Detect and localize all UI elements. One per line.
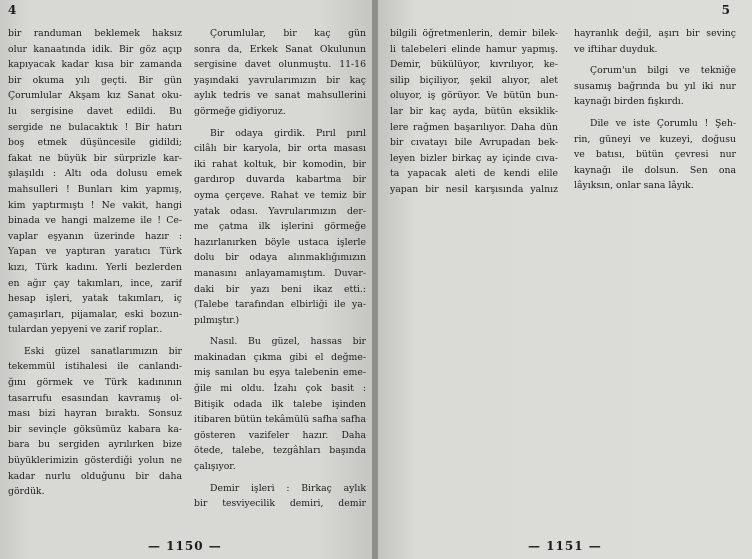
text-line: lere rağmen başarılıyor. Daha dün: [390, 121, 558, 133]
text-line: ötede, talebe, tezgâhları başında: [194, 445, 366, 457]
text-line: makinadan çıkma gibi el değme-: [194, 351, 366, 363]
right-page-number: 5: [721, 3, 730, 17]
text-line: miş sanılan bu eşya talebenin eme-: [194, 367, 366, 379]
text-line: itibaren bütün tekâmülü safha safha: [194, 414, 366, 426]
left-page: [0, 0, 374, 559]
text-line: Çorum'un bilgi ve tekniğe: [590, 65, 736, 77]
text-line: rin, güneyi ve kuzeyi, doğusu: [574, 133, 736, 145]
right-page-column-1: [390, 26, 558, 198]
text-line: yapan bir nesil karşısında yalnız: [390, 183, 558, 195]
text-line: bilgili öğretmenlerin, demir bilek-: [390, 28, 558, 39]
text-line: ve batısı, bütün çevresi nur: [574, 149, 736, 161]
text-line: kapıyacak kadar kısa bir zamanda: [8, 59, 182, 71]
right-page-folio: — 1151 —: [528, 539, 602, 553]
text-line: Dile ve iste Çorumlu ! Şeh-: [590, 117, 736, 129]
text-line: Bitişik odada ilk talebe işinden: [194, 398, 366, 410]
text-line: bir okuma yılı geçti. Bir gün: [8, 74, 182, 86]
text-line: bir randuman beklemek haksız: [8, 28, 182, 39]
text-line: silip biçiliyor, şekil alıyor, alet: [390, 74, 558, 86]
text-line: me çatma ilk işlerini görmeğe: [194, 221, 366, 233]
text-line: yatak odası. Yavrularımızın der-: [194, 205, 366, 217]
text-line: gösteren vazifeler hazır. Daha: [194, 429, 366, 441]
text-line: vaplar eşyanın üzerinde hazır :: [8, 230, 182, 242]
text-line: Nasıl. Bu güzel, hassas bir: [210, 336, 366, 348]
text-line: görmeğe gidiyoruz.: [194, 105, 286, 117]
text-line: (Talebe tarafından elbirliği ile ya-: [194, 299, 366, 311]
text-line: ta yapacak aleti de kendi elile: [390, 168, 558, 180]
left-page-number: 4: [8, 3, 17, 17]
text-line: tekemmül istihalesi ile canlandı-: [8, 361, 182, 373]
text-line: olur kanaatında idik. Bir göz açıp: [8, 43, 182, 55]
text-line: ğını görmek ve Türk kadınının: [8, 377, 182, 389]
text-line: binada ve hangi malzeme ile ! Ce-: [8, 215, 182, 227]
text-line: kaynağı birden fışkırdı.: [574, 96, 684, 108]
text-line: cilâlı bir karyola, bir orta masası: [194, 143, 366, 155]
text-line: büyüklerimizin gösterdiği yolun ne: [8, 455, 182, 467]
text-line: bir sevinçle göksümüz kabara ka-: [8, 423, 182, 435]
text-line: hayranlık değil, aşırı bir sevinç: [574, 28, 736, 39]
text-line: boş etmek düşüncesile gidildi;: [8, 137, 182, 149]
text-line: fakat ne büyük bir sürprizle kar-: [8, 152, 182, 164]
text-line: bara bu sergiden ayrılırken bize: [8, 439, 182, 451]
text-line: kim yaptırmıştı ! Ne vakit, hangi: [8, 199, 182, 211]
text-line: kızı, Türk kadını. Yerli bezlerden: [8, 261, 182, 273]
text-line: kaynağı ile dolsun. Sen ona: [574, 164, 736, 176]
text-line: Yapan ve yaptıran yaratıcı Türk: [8, 246, 182, 258]
text-line: en ağır çay takımları, ince, zarif: [8, 277, 182, 289]
text-line: kadar nurlu olduğunu bir daha: [8, 470, 182, 482]
text-line: dolu bir odaya alınmaklığımızın: [194, 252, 366, 264]
left-page-column-2: [194, 26, 366, 512]
text-line: şılaşıldı : Altı oda dolusu emek: [8, 168, 182, 180]
text-line: bir cıvatayı bile Avrupadan bek-: [390, 137, 558, 149]
text-line: sonra da, Erkek Sanat Okulunun: [194, 43, 366, 55]
text-line: sergide ne bulacaktık ! Bir hatırı: [8, 121, 182, 133]
text-line: Bir odaya girdik. Pırıl pırıl: [210, 127, 366, 139]
text-line: li talebeleri elinde hamur yapmış.: [390, 43, 558, 55]
text-line: ve iftihar duyduk.: [574, 43, 658, 55]
text-line: çalışıyor.: [194, 461, 236, 473]
text-line: Çorumlular Akşam kız Sanat oku-: [8, 90, 182, 102]
text-line: bir tesviyecilik demiri, demir: [194, 498, 366, 510]
text-line: Çorumlular, bir kaç gün: [210, 28, 366, 39]
text-line: daki bir yazı beni ikaz etti.:: [194, 283, 366, 295]
text-line: leyen bizler birkaç ay içinde cıva-: [390, 152, 558, 164]
text-line: yaşındaki yavrularımızın bir kaç: [194, 74, 366, 86]
text-line: ğile mi oldu. İzahı çok basit :: [194, 383, 366, 395]
left-page-column-1: [8, 26, 182, 500]
text-line: sergisine davet olunmuştu. 11-16: [194, 59, 366, 71]
text-line: pılmıştır.): [194, 314, 240, 326]
text-line: tulardan yepyeni ve zarif roplar..: [8, 324, 163, 336]
text-line: gördük.: [8, 486, 45, 498]
left-page-folio: — 1150 —: [148, 539, 222, 553]
text-line: susamış bağrında bu yıl iki nur: [574, 80, 736, 92]
text-line: oyma çerçeve. Rahat ve temiz bir: [194, 189, 366, 201]
text-line: Demir, bükülüyor, kıvrılıyor, ke-: [390, 59, 558, 71]
right-page-column-2: [574, 26, 736, 194]
text-line: hazırlanırken böyle ustaca işlerle: [194, 236, 366, 248]
text-line: tasarrufu esasından kavramış ol-: [8, 392, 182, 404]
text-line: Demir işleri : Birkaç aylık: [210, 482, 366, 494]
text-line: gardırop duvarda kabartma bir: [194, 174, 366, 186]
text-line: hesap işleri, yatak takımları, iç: [8, 293, 182, 305]
text-line: mahsulleri ! Bunları kim yapmış,: [8, 183, 182, 195]
text-line: aylık tedris ve sanat mahsullerini: [194, 90, 366, 102]
text-line: Eski güzel sanatlarımızın bir: [24, 345, 182, 357]
text-line: lâyıksın, onlar sana lâyık.: [574, 180, 694, 192]
text-line: oluyor, iş görüyor. Ve bütün bun-: [390, 90, 558, 102]
text-line: lu sergisine davet edildi. Bu: [8, 105, 182, 117]
text-line: manasını anlayamamıştım. Duvar-: [194, 267, 366, 279]
right-page: [378, 0, 752, 559]
text-line: iki rahat koltuk, bir komodin, bir: [194, 158, 366, 170]
text-line: çamaşırları, pijamalar, eski bozun-: [8, 308, 182, 320]
text-line: lar bir kaç ayda, bütün eksiklik-: [390, 105, 558, 117]
text-line: ması bizi hayran bıraktı. Sonsuz: [8, 408, 182, 420]
